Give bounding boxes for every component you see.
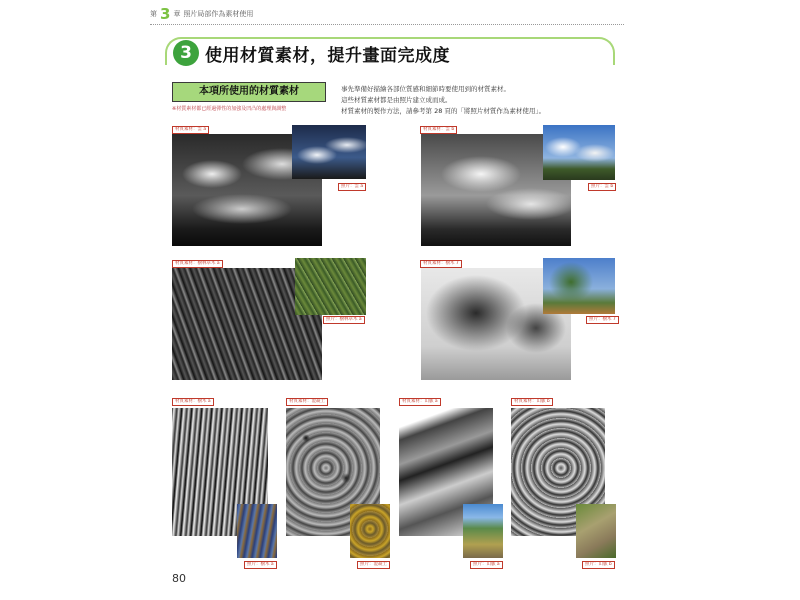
photo-mountain-b: [576, 504, 616, 558]
section-heading: 本項所使用的材質素材: [172, 82, 326, 102]
photo-cloud-b: [543, 125, 615, 180]
photo-bark: [237, 504, 277, 558]
chapter-prefix: 第: [150, 10, 157, 18]
page-number: 80: [172, 572, 186, 585]
intro-text: [341, 84, 621, 117]
texture-label-cloud-b: 材質素材：雲 b: [420, 126, 457, 134]
intro-line: 事先準備好描繪各部位質感和細節時要使用到的材質素材。: [341, 85, 510, 93]
section-note: ※材質素材都已經過彈性的加強及凹凸的處理與調整: [172, 106, 287, 112]
photo-cloud-a: [292, 125, 366, 179]
photo-forest: [295, 258, 366, 315]
photo-mountain-a: [463, 504, 503, 558]
texture-label-concrete: 材質素材：混凝土: [286, 398, 328, 406]
photo-label-mountain-b: 照片：山脈 b: [582, 561, 615, 569]
texture-label-tree: 材質素材：樹木 7: [420, 260, 462, 268]
intro-line: 材質素材的製作方法，請參考第 28 頁的「將照片材質作為素材使用」。: [341, 107, 546, 115]
header-divider: [150, 24, 624, 25]
photo-tree: [543, 258, 615, 314]
photo-label-cloud-a: 照片：雲 a: [338, 183, 366, 191]
photo-label-concrete: 照片：混凝土: [357, 561, 390, 569]
chapter-header: [150, 5, 254, 23]
photo-label-bark: 照片：樹木 a: [244, 561, 277, 569]
photo-label-mountain-a: 照片：山脈 a: [470, 561, 503, 569]
chapter-suffix: 章: [173, 10, 181, 18]
photo-concrete: [350, 504, 390, 558]
texture-label-forest: 材質素材：樹林草木 a: [172, 260, 223, 268]
texture-label-cloud-a: 材質素材：雲 a: [172, 126, 209, 134]
photo-label-tree: 照片：樹木 7: [586, 316, 619, 324]
photo-label-forest: 照片：樹林草木 a: [323, 316, 365, 324]
texture-label-mountain-a: 材質素材：山脈 a: [399, 398, 441, 406]
texture-label-bark: 材質素材：樹木 a: [172, 398, 214, 406]
photo-label-cloud-b: 照片：雲 b: [588, 183, 616, 191]
intro-line: 這些材質素材都是由照片建立成而成。: [341, 96, 452, 104]
chapter-number: 3: [160, 5, 171, 23]
page-title: 使用材質素材，提升畫面完成度: [205, 46, 450, 66]
section-number-badge: 3: [173, 40, 199, 66]
texture-label-mountain-b: 材質素材：山脈 b: [511, 398, 553, 406]
chapter-title: 照片局部作為素材使用: [183, 10, 254, 18]
